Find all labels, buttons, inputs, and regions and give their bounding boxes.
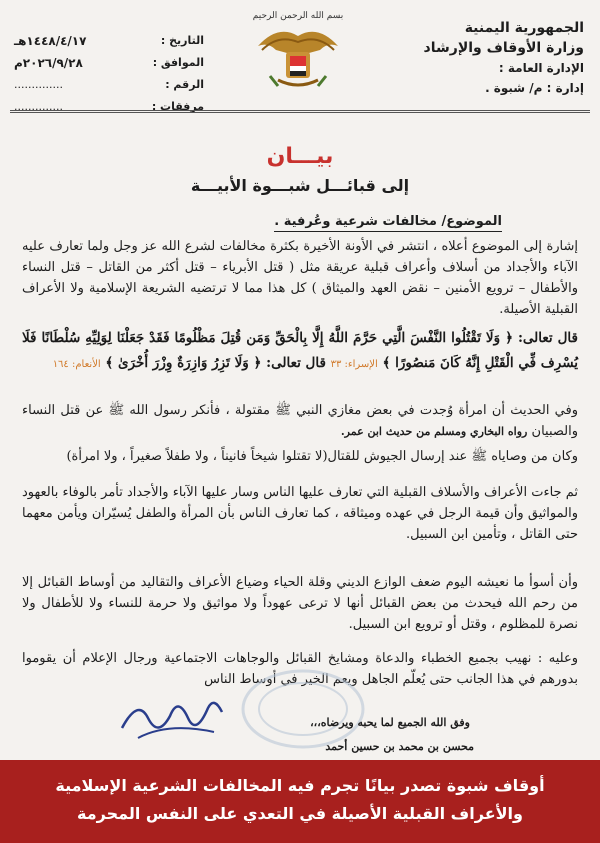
banner-line-1: أوقاف شبوة تصدر بيانًا تجرم فيه المخالفات الشرعية الإسلامية: [55, 776, 545, 795]
armies-advice: وكان من وصاياه ﷺ عند إرسال الجيوش للقتال(لا تقتلوا شيخاً فانيناً ، ولا طفلاً صغيراً ، ولا امرأة): [66, 449, 578, 464]
republic-name: الجمهورية اليمنية: [464, 20, 584, 36]
corresponding-value: ٢٠٢٦/٩/٢٨م: [14, 56, 83, 70]
paragraph-decline: وأن أسوأ ما نعيشه اليوم ضعف الوازع الديني وقلة الحياء وضياع الأعراف والتقاليد من أوساط القبائل إلا من رحم الله فيحدث من بعض القبائل أنها لا ترعى عهوداً ولا مواثيق ولا حرمة للنساء ولا للأطفال ولا نصرة للمظلوم ، وقتل أو ترويع ابن السبيل.: [22, 575, 578, 632]
paragraph-intro: إشارة إلى الموضوع أعلاه ، انتشر في الأونة الأخيرة بكثرة مخالفات لشرع الله عز وجل ولما تعارف عليه الآباء والأجداد من أسلاف وأعراف قبلية عريقة مثل ( قتل الأبرياء – قتل أكثر من القاتل – قتل النساء والأطفال – ترويع الأمنين – نقض العهد والميثاق ) كل هذا مما لا ترتضيه الشريعة الإسلامية ولا الأعراف القبلية الأصيلة.: [22, 239, 578, 317]
date-value: ١٤٤٨/٤/١٧هـ: [14, 34, 87, 48]
signature-icon: [118, 688, 228, 748]
general-admin-label: الإدارة العامة :: [498, 61, 584, 75]
hadith-text: وفي الحديث أن امرأة وُجدت في بعض مغازي النبي ﷺ مقتولة ، فأنكر رسول الله ﷺ عن قتل النساء والصبيان: [22, 403, 578, 439]
subject-line: الموضوع/ مخالفات شرعية وعُرفية .: [274, 214, 502, 232]
header-divider: [10, 110, 590, 113]
number-blank: ..............: [14, 78, 63, 91]
attachments-blank: ..............: [14, 100, 63, 113]
basmala-text: بسم الله الرحمن الرحيم: [252, 11, 344, 21]
hadith-block: [22, 400, 578, 442]
ministry-name: وزارة الأوقاف والإرشاد: [423, 40, 584, 56]
yemen-emblem-icon: [248, 6, 348, 100]
attachments-label: مرفقات :: [151, 100, 204, 113]
statement-title: بيـــان: [266, 144, 334, 169]
paragraph-customs: ثم جاءت الأعراف والأسلاف القبلية التي تعارف عليها الناس وسار عليها الآباء والأجداد تأمر بالوفاء بالعهود والمواثيق وأن قيمة الرجل في عهده وميثاقه ، كما تعارف الناس بأن المرأة والطفل يُسيّران ويأمن معهما حتى القاتل ، وتأمين ابن السبيل.: [22, 485, 578, 542]
news-caption-banner: [0, 760, 600, 843]
closing-phrase: وفق الله الجميع لما يحبه ويرضاه،،،: [310, 716, 470, 729]
quran-verse-1: قال تعالى: ﴿ وَلَا تَقْتُلُوا النَّفْسَ الَّتِي حَرَّمَ اللَّهُ إِلَّا بِالْحَقِّ وَمَن قُتِلَ مَظْلُومًا فَقَدْ جَعَلْنَا لِوَلِيِّهِ سُلْطَانًا فَلَا يُسْرِف فِّي الْقَتْلِ إِنَّهُ كَانَ مَنصُورًا ﴾: [22, 330, 578, 371]
letterhead-right: [394, 18, 584, 98]
corresponding-label: الموافق :: [152, 56, 204, 69]
number-label: الرقم :: [165, 78, 204, 91]
admin-label: إدارة : م/ شبوة .: [485, 81, 584, 95]
paragraph-appeal: وعليه : نهيب بجميع الخطباء والدعاة ومشايخ القبائل والوجاهات الاجتماعية ورجال الإعلام أن يقوموا بدورهم في هذا الجانب حتى يُعلّم الجاهل ويعم الخير في أوساط الناس: [22, 651, 578, 687]
addressee: إلى قبائـــل شبـــوة الأبيـــة: [190, 176, 410, 195]
signer-name: محسن بن محمد بن حسين أحمد: [325, 740, 474, 753]
hadith-reference: رواه البخاري ومسلم من حديث ابن عمر.: [340, 425, 528, 438]
quran-verse-block: [22, 326, 578, 377]
quran-ref-2: الأنعام: ١٦٤: [52, 359, 101, 370]
banner-line-2: والأعراف القبلية الأصيلة في التعدي على النفس المحرمة: [77, 804, 523, 823]
letterhead-left: [14, 30, 204, 118]
quran-verse-2: قال تعالى: ﴿ وَلَا تَزِرُ وَازِرَةٌ وِزْرَ أُخْرَىٰ ﴾: [105, 355, 326, 371]
date-label: التاريخ :: [160, 34, 204, 47]
quran-ref-1: الإسراء: ٣٣: [330, 359, 378, 370]
